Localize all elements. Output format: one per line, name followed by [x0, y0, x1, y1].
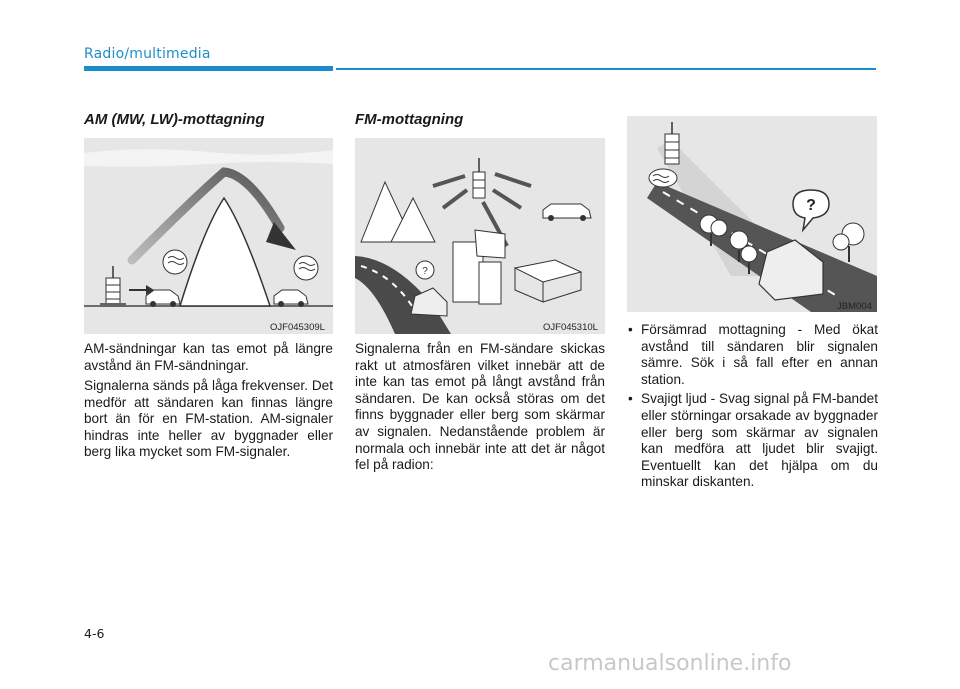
figure-code: OJF045310L	[543, 322, 598, 333]
figure-code: OJF045309L	[270, 322, 325, 333]
header-bar	[84, 66, 333, 71]
figure-code: JBM004	[837, 301, 872, 312]
header-rule	[336, 68, 876, 70]
fm-paragraph: Signalerna från en FM-sändare skickas rakt ut atmosfären vilket innebär att de inte kan tas emot på långt avstånd från sändaren. De kan också störas om det finns byggnader eller berg som skärmar av signalen. Nedanstående problem är normala och innebär inte att det är något fel på radion:	[355, 341, 605, 473]
list-item: • Svajigt ljud - Svag signal på FM-bandet eller störningar orsakade av byggnader eller berg som skärmar av signalen kan medföra att ljudet blir svajigt. Eventuellt kan det hjälpa om du minskar diskanten.	[628, 391, 878, 490]
question-mark-icon: ?	[422, 266, 428, 277]
am-paragraph-2: Signalerna sänds på låga frekvenser. Det medför att sändaren kan finnas längre bort än för en FM-station. AM-signaler hindras inte heller av byggnader eller berg lika mycket som FM-signaler.	[84, 378, 333, 460]
bullet-text: Svajigt ljud - Svag signal på FM-bandet eller störningar orsakade av byggnader eller berg som skärmar av signalen kan medföra att ljudet blir svajigt. Eventuellt kan det hjälpa om du minskar diskanten.	[641, 391, 878, 490]
fm-heading: FM-mottagning	[355, 111, 464, 128]
question-mark-icon: ?	[806, 197, 816, 214]
car-icon	[543, 204, 591, 221]
page-number: 4-6	[84, 626, 105, 641]
am-paragraph-1: AM-sändningar kan tas emot på längre avstånd än FM-sändningar.	[84, 341, 333, 373]
am-heading: AM (MW, LW)-mottagning	[84, 111, 265, 128]
bullet-list	[626, 322, 878, 494]
reception-illustration	[627, 116, 877, 312]
watermark: carmanualsonline.info	[548, 651, 792, 676]
fm-illustration	[355, 138, 605, 334]
list-item: • Försämrad mottagning - Med ökat avstånd till sändaren blir signalen sämre. Sök i så fall efter en annan station.	[628, 322, 878, 387]
section-title: Radio/multimedia	[84, 46, 211, 62]
bullet-text: Försämrad mottagning - Med ökat avstånd till sändaren blir signalen sämre. Sök i så fall efter en annan station.	[641, 322, 878, 387]
am-illustration	[84, 138, 333, 334]
